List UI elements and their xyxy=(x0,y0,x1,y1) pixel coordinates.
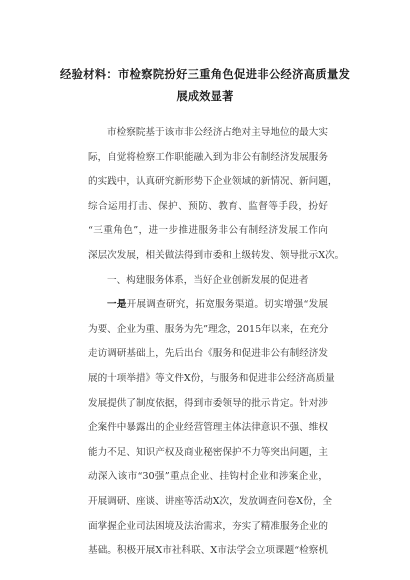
title-line: 展成效显著 xyxy=(176,90,234,103)
paragraph-line: 综合运用打击、保护、预防、教育、监督等手段，扮好 xyxy=(88,200,328,212)
paragraph-line: 市检察院基于该市非公经济占绝对主导地位的最大实 xyxy=(107,127,328,138)
paragraph-line: “三重角色”，进一步推进服务非公有制经济发展工作向 xyxy=(88,225,328,237)
paragraph-line: 展的十项举措》等文件X份，与服务和促进非公经济高质量 xyxy=(88,372,335,384)
paragraph-line: 开展调研、座谈、讲座等活动X次，发放调查问卷X份，全 xyxy=(88,495,332,507)
paragraph-line-rest: 开展调查研究，拓宽服务渠道。切实增强“发展 xyxy=(126,299,329,311)
section-heading: 一、构建服务体系，当好企业创新发展的促进者 xyxy=(107,274,309,286)
paragraph-line: 基础。积极开展X市社科联、X市法学会立项课题“检察机 xyxy=(88,545,328,557)
paragraph-line: 面掌握企业司法困境及法治需求，夯实了精准服务企业的 xyxy=(88,520,328,532)
paragraph-line: 的实践中，认真研究新形势下企业领域的新情况、新问题， xyxy=(88,176,338,188)
title-line: 经验材料：市检察院扮好三重角色促进非公经济高质量发 xyxy=(60,68,350,81)
paragraph-line: 走访调研基础上，先后出台《服务和促进非公有制经济发 xyxy=(88,348,328,360)
paragraph-line: 为要、企业为重、服务为先”理念，2015年以来，在充分 xyxy=(88,323,329,335)
paragraph-line: 深层次发展，相关做法得到市委和上级转发、领导批示X次。 xyxy=(88,249,345,261)
paragraph-first-measure xyxy=(88,293,335,564)
document-body xyxy=(88,121,345,564)
paragraph-line: 发展提供了制度依据，得到市委领导的批示肯定。针对涉 xyxy=(88,397,328,409)
paragraph-line-lead xyxy=(88,293,328,318)
paragraph-line: 企案件中暴露出的企业经营管理主体法律意识不强、维权 xyxy=(88,422,328,434)
paragraph-line: 动深入该市“30强”重点企业、挂钩村企业和涉案企业， xyxy=(88,471,328,483)
paragraph-line: 能力不足、知识产权及商业秘密保护不力等突出问题，主 xyxy=(88,446,328,458)
document-title xyxy=(60,64,350,108)
paragraph-lead: 一是 xyxy=(107,299,127,311)
paragraph-line: 际，自觉将检察工作职能融入到为非公有制经济发展服务 xyxy=(88,151,328,163)
paragraph-intro xyxy=(88,121,345,269)
